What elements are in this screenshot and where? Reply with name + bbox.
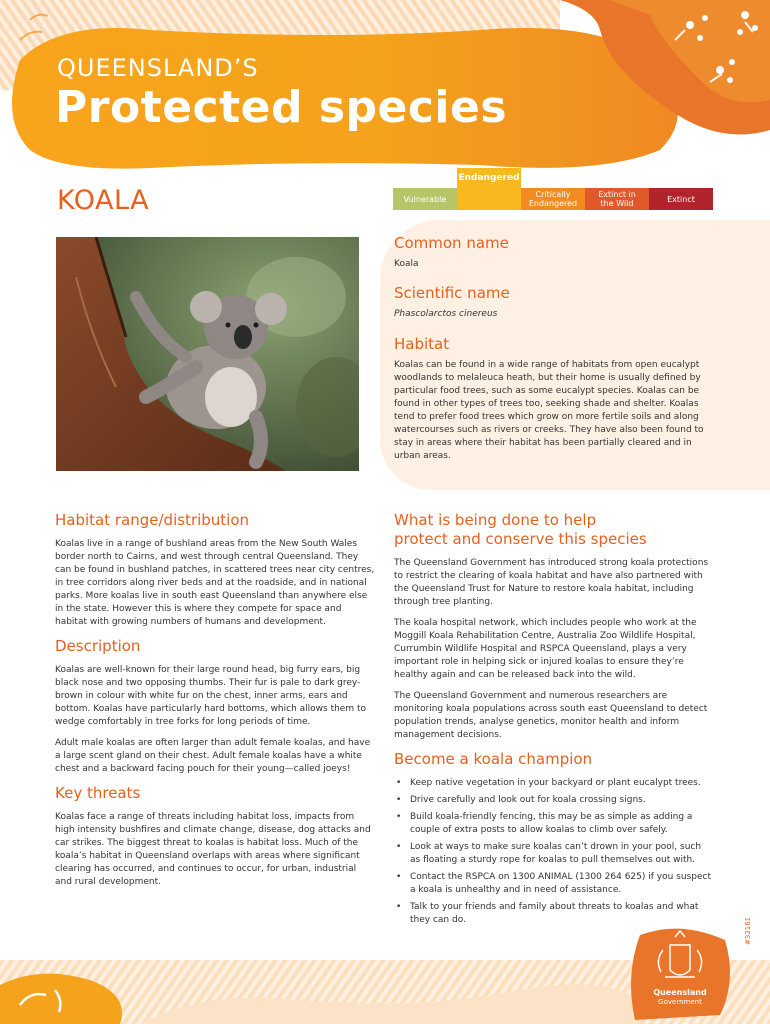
status-vulnerable: [393, 188, 457, 210]
species-info-panel: [380, 220, 770, 490]
description-text-1: Koalas are well-known for their large round head, big furry ears, big black nose and two opposing thumbs. Their fur is pale to dark grey-brown in colour with white fur on the chest, inner arms, ears and bottom. Koalas have particularly hard bottoms, which allows them to wedge comfortably in tree forks for long periods of time.: [55, 665, 367, 727]
status-critically-line2: Endangered: [528, 199, 578, 208]
habitat-text: Koalas can be found in a wide range of habitats from open eucalypt woodlands to melaleuca heath, but their home is usually defined by particular food trees, such as some eucalypt species. Koalas can be found in other types of trees too, seeking shade and shelter. Koalas tend to prefer food trees which grow on more fertile soils and along watercourses such as rivers or creeks. They have also been found to stay in areas where their habitat has been partially cleared and in urban areas.: [394, 360, 704, 461]
logo-text-line2: Government: [658, 998, 702, 1006]
list-item: • Look at ways to make sure koalas can’t drown in your pool, such as floating a sturdy rope for koalas to pull themselves out with.: [394, 841, 714, 867]
status-extinct: [649, 188, 713, 210]
koala-photo: [56, 237, 359, 471]
species-name: KOALA: [57, 185, 150, 216]
current-status-label: Endangered: [458, 173, 520, 183]
common-name-value: Koala: [394, 259, 419, 269]
scientific-name-value: Phascolarctos cinereus: [394, 309, 498, 319]
list-item: • Talk to your friends and family about threats to koalas and what they can do.: [394, 901, 714, 927]
scientific-name-section: [394, 284, 714, 321]
list-item: • Keep native vegetation in your backyard or plant eucalypt trees.: [394, 777, 714, 790]
status-extinct-in-wild-label: [598, 190, 636, 208]
protect-text-2: The koala hospital network, which includes people who work at the Moggill Koala Rehabilitation Centre, Australia Zoo Wildlife Hospital, Currumbin Wildlife Hospital and RSPCA Queensland, plays a very important role in helping sick or injured koalas to ensure they’re healthy again and can be released back into the wild.: [394, 618, 697, 680]
habitat-section: [394, 335, 714, 463]
status-vulnerable-label: Vulnerable: [403, 194, 447, 204]
protect-text-3: The Queensland Government and numerous researchers are monitoring koala populations across south east Queensland to detect population trends, analyse genetics, monitor health and inform management decisions.: [394, 691, 708, 740]
status-extinct-in-wild: [585, 188, 649, 210]
status-extinct-wild-line2: the Wild: [600, 199, 634, 208]
protect-heading: What is being done to help protect and conserve this species: [394, 511, 647, 548]
key-threats-text: Koalas face a range of threats including habitat loss, impacts from high intensity bushfires and climate change, disease, dog attacks and car strikes. The biggest threat to koalas is habitat loss. Much of the koala’s habitat in Queensland overlaps with areas where significant clearing has occurred, and continues to occur, for urban, industrial and rural development.: [55, 812, 371, 887]
list-item: • Build koala-friendly fencing, this may be as simple as adding a couple of extra posts to allow koalas to climb over safely.: [394, 811, 714, 837]
logo-text-line1: Queensland: [653, 988, 707, 997]
champion-heading: Become a koala champion: [394, 750, 593, 768]
status-endangered: [457, 188, 521, 210]
left-column: [55, 511, 375, 897]
protect-text-1: The Queensland Government has introduced strong koala protections to restrict the clearing of koala habitat and have also partnered with the Queensland Trust for Nature to restore koala habitat, including through tree planting.: [394, 558, 709, 607]
habitat-range-heading: Habitat range/distribution: [55, 511, 250, 529]
description-text-2: Adult male koalas are often larger than adult female koalas, and have a large scent gland on their chest. Adult female koalas have a white chest and a backward facing pouch for their young—called joeys!: [55, 738, 371, 774]
habitat-range-text: Koalas live in a range of bushland areas from the New South Wales border north to Cairns, and west through central Queensland. They can be found in bushland patches, in scattered trees near city centres, in tree corridors along river beds and at the roadside, and in national parks. More koalas live in south east Queensland than anywhere else in the state. However this is where they compete for space and habitat with growing numbers of humans and development.: [55, 539, 375, 627]
status-extinct-wild-line1: Extinct in: [598, 190, 636, 199]
status-critically-endangered: [521, 188, 585, 210]
list-item: • Contact the RSPCA on 1300 ANIMAL (1300 264 625) if you suspect a koala is unhealthy and in need of assistance.: [394, 871, 714, 897]
header-kicker: QUEENSLAND’S: [57, 54, 259, 82]
queensland-government-logo: [625, 925, 735, 1020]
status-extinct-label: Extinct: [667, 194, 695, 204]
habitat-heading: Habitat: [394, 335, 450, 353]
status-critically-line1: Critically: [535, 190, 571, 199]
conservation-status-bar: [393, 188, 713, 210]
document-code: #32161: [744, 916, 752, 945]
right-column: [394, 511, 714, 931]
key-threats-heading: Key threats: [55, 784, 141, 802]
description-heading: Description: [55, 637, 141, 655]
status-critically-endangered-label: [529, 190, 577, 208]
list-item: • Drive carefully and look out for koala crossing signs.: [394, 794, 714, 807]
common-name-section: [394, 234, 714, 271]
common-name-heading: Common name: [394, 234, 509, 252]
header-banner: [0, 0, 770, 175]
champion-list: [394, 777, 714, 927]
page-title: Protected species: [55, 82, 508, 133]
scientific-name-heading: Scientific name: [394, 284, 510, 302]
